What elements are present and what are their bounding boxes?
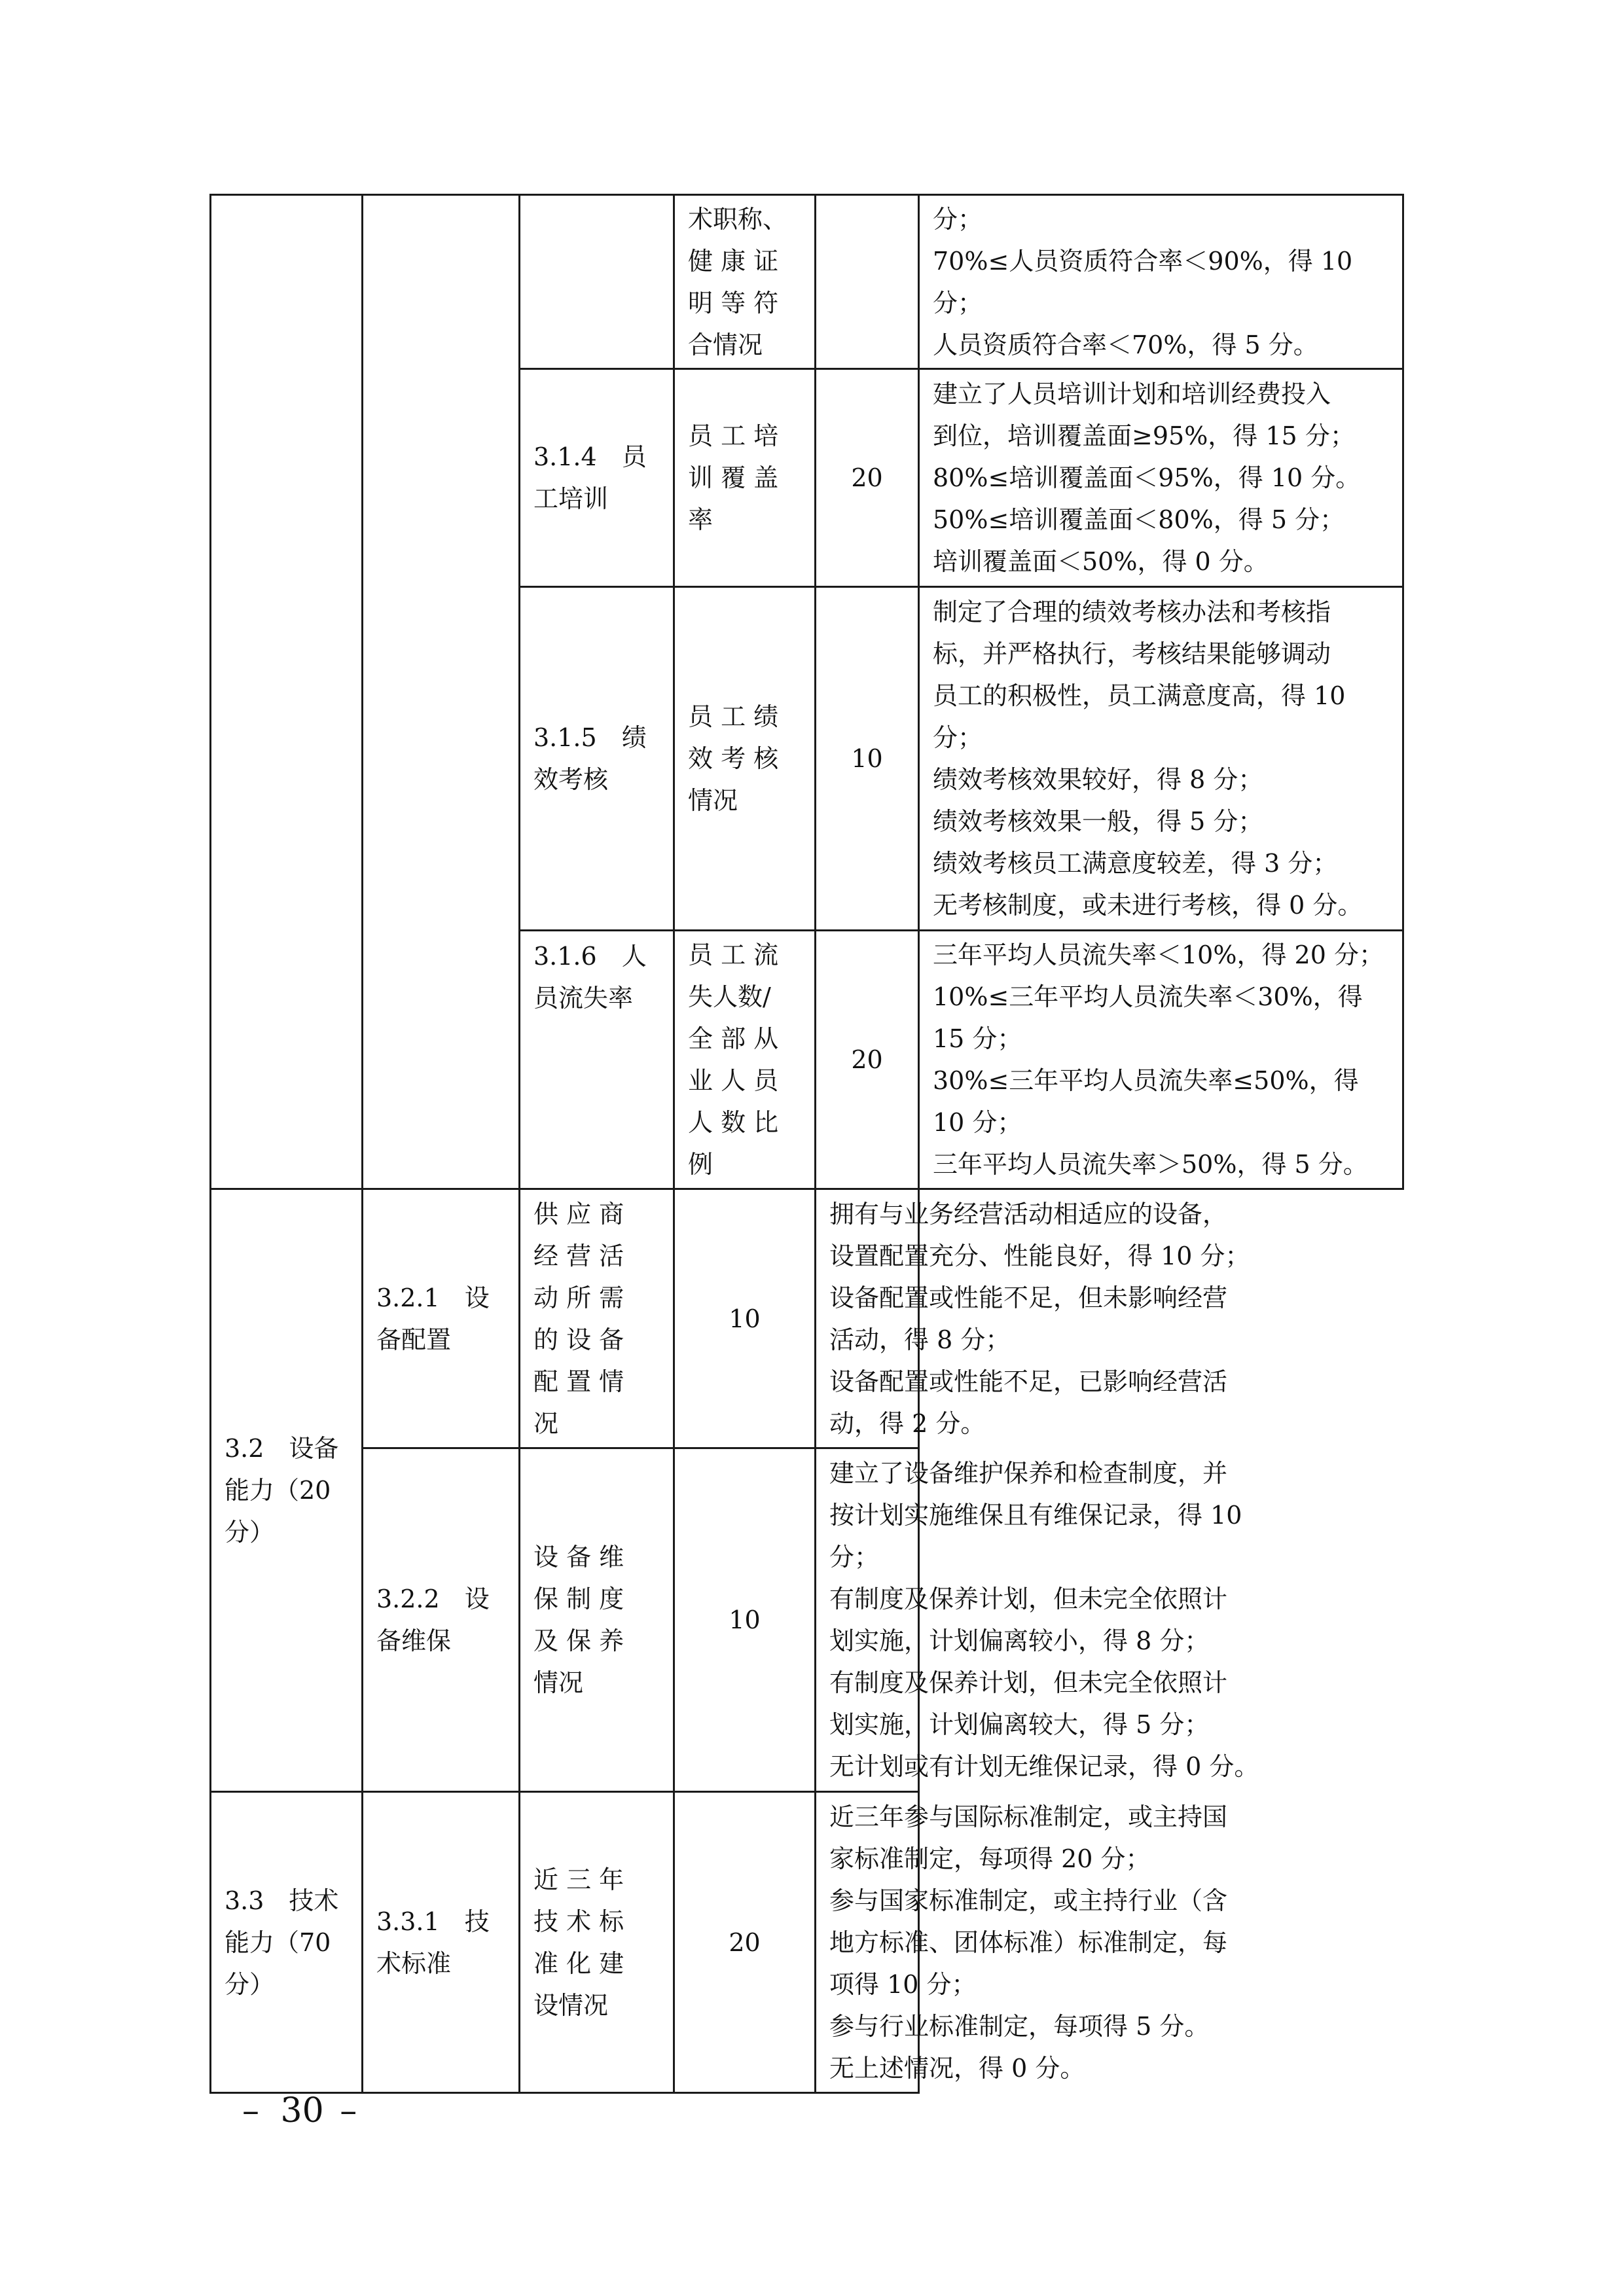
sub-item-cell <box>520 195 674 369</box>
indicator-line: 配 置 情 <box>533 1367 624 1396</box>
level1-category-cell <box>211 195 363 1189</box>
category-line: 能力（70 <box>225 1928 331 1957</box>
category-line: 3.2 设备 <box>225 1434 339 1463</box>
rule-line: 有制度及保养计划，但未完全依照计 <box>829 1585 1228 1613</box>
indicator-line: 情况 <box>688 786 738 815</box>
rule-line: 50%≤培训覆盖面＜80%，得 5 分； <box>933 505 1345 534</box>
rule-line: 员工的积极性，员工满意度高，得 10 <box>933 681 1346 710</box>
indicator-line: 设情况 <box>533 1990 609 2020</box>
rule-line: 设备配置或性能不足，但未影响经营 <box>829 1283 1228 1312</box>
rule-line: 无考核制度，或未进行考核，得 0 分。 <box>933 891 1363 920</box>
rules-cell <box>816 1189 1250 1448</box>
rule-line: 有制度及保养计划，但未完全依照计 <box>829 1668 1228 1697</box>
rule-line: 制定了合理的绩效考核办法和考核指 <box>933 598 1331 626</box>
indicator-line: 经 营 活 <box>533 1241 624 1270</box>
sub-item-line: 3.2.2 设 <box>376 1585 490 1613</box>
sub-item-line: 备配置 <box>376 1325 452 1354</box>
rule-line: 分； <box>933 288 983 317</box>
rule-line: 动，得 2 分。 <box>829 1408 986 1438</box>
rule-line: 15 分； <box>933 1024 1022 1053</box>
rule-line: 70%≤人员资质符合率＜90%，得 10 <box>933 246 1353 276</box>
rule-line: 80%≤培训覆盖面＜95%，得 10 分。 <box>933 463 1361 492</box>
rule-line: 分； <box>933 204 983 234</box>
indicator-line: 健 康 证 <box>688 246 779 276</box>
indicator-line: 合情况 <box>688 330 763 359</box>
sub-item-line: 3.1.4 员 <box>533 442 647 471</box>
rule-line: 家标准制定，每项得 20 分； <box>829 1844 1151 1873</box>
indicator-line: 况 <box>533 1408 559 1438</box>
score-cell: 20 <box>816 931 919 1189</box>
indicator-line: 技 术 标 <box>533 1907 624 1936</box>
indicator-line: 动 所 需 <box>533 1283 624 1312</box>
sub-item-cell <box>520 587 674 931</box>
page-number: – 30 – <box>242 2091 363 2130</box>
rule-line: 地方标准、团体标准）标准制定，每 <box>829 1928 1228 1957</box>
category-cell-3-2 <box>211 1189 363 1792</box>
indicator-line: 及 保 养 <box>533 1626 624 1655</box>
table-row <box>211 1448 1403 1792</box>
indicator-line: 的 设 备 <box>533 1325 624 1354</box>
indicator-cell <box>520 1448 674 1792</box>
rule-line: 人员资质符合率＜70%，得 5 分。 <box>933 330 1318 359</box>
score-cell: 10 <box>674 1448 816 1792</box>
indicator-line: 例 <box>688 1150 713 1179</box>
score-cell: 20 <box>816 369 919 587</box>
rule-line: 设备配置或性能不足，已影响经营活 <box>829 1367 1228 1396</box>
sub-item-line: 3.1.6 人 <box>533 942 647 971</box>
table-row <box>211 195 1403 369</box>
sub-item-line: 员流失率 <box>533 984 634 1013</box>
indicator-line: 人 数 比 <box>688 1108 779 1137</box>
rule-line: 建立了人员培训计划和培训经费投入 <box>933 380 1331 408</box>
indicator-line: 情况 <box>533 1668 584 1697</box>
sub-item-cell <box>520 369 674 587</box>
rule-line: 培训覆盖面＜50%，得 0 分。 <box>933 547 1269 576</box>
indicator-line: 失人数/ <box>688 982 771 1011</box>
rule-line: 划实施，计划偏离较小，得 8 分； <box>829 1626 1210 1655</box>
rule-line: 参与行业标准制定，每项得 5 分。 <box>829 2011 1210 2041</box>
rules-cell <box>919 587 1403 931</box>
score-cell <box>816 195 919 369</box>
sub-item-line: 3.2.1 设 <box>376 1283 490 1312</box>
category-line: 分） <box>225 1518 275 1547</box>
indicator-line: 设 备 维 <box>533 1543 624 1571</box>
rule-line: 划实施，计划偏离较大，得 5 分； <box>829 1710 1210 1739</box>
category-cell-3-3 <box>211 1792 363 2093</box>
sub-item-line: 术标准 <box>376 1948 452 1978</box>
page-number-value: 30 <box>280 2091 324 2130</box>
rules-cell <box>816 1792 1228 2093</box>
rule-line: 分； <box>933 723 983 752</box>
rules-cell <box>816 1448 1259 1792</box>
rule-line: 活动，得 8 分； <box>829 1325 1011 1354</box>
score-cell: 10 <box>674 1189 816 1448</box>
sub-item-line: 3.1.5 绩 <box>533 723 647 752</box>
rule-line: 30%≤三年平均人员流失率≤50%，得 <box>933 1066 1359 1095</box>
indicator-line: 业 人 员 <box>688 1066 779 1095</box>
rule-line: 项得 10 分； <box>829 1969 977 1999</box>
indicator-line: 员 工 流 <box>688 941 779 969</box>
indicator-line: 全 部 从 <box>688 1024 779 1053</box>
sub-item-line: 3.3.1 技 <box>376 1907 490 1936</box>
indicator-line: 训 覆 盖 <box>688 463 779 492</box>
sub-item-cell <box>363 1448 520 1792</box>
rule-line: 建立了设备维护保养和检查制度，并 <box>829 1459 1228 1488</box>
indicator-line: 近 三 年 <box>533 1865 624 1894</box>
rule-line: 无计划或有计划无维保记录，得 0 分。 <box>829 1752 1259 1781</box>
category-line: 能力（20 <box>225 1476 331 1505</box>
indicator-cell <box>674 195 816 369</box>
indicator-line: 保 制 度 <box>533 1585 624 1613</box>
rule-line: 10 分； <box>933 1108 1022 1137</box>
rule-line: 到位，培训覆盖面≥95%，得 15 分； <box>933 422 1355 450</box>
sub-item-line: 工培训 <box>533 484 609 513</box>
sub-item-cell <box>363 1792 520 2093</box>
score-cell: 10 <box>816 587 919 931</box>
indicator-line: 员 工 绩 <box>688 702 779 731</box>
rules-cell <box>919 931 1403 1189</box>
rule-line: 分； <box>829 1543 880 1571</box>
table-row <box>211 1792 1403 2093</box>
sub-item-line: 效考核 <box>533 765 609 794</box>
rule-line: 近三年参与国际标准制定，或主持国 <box>829 1802 1228 1831</box>
indicator-cell <box>520 1792 674 2093</box>
table-row <box>211 1189 1403 1448</box>
rule-line: 三年平均人员流失率＞50%，得 5 分。 <box>933 1150 1368 1179</box>
rule-line: 参与国家标准制定，或主持行业（含 <box>829 1886 1228 1915</box>
indicator-line: 率 <box>688 505 713 534</box>
indicator-line: 员 工 培 <box>688 422 779 450</box>
score-cell: 20 <box>674 1792 816 2093</box>
indicator-line: 供 应 商 <box>533 1199 624 1229</box>
rule-line: 绩效考核效果一般，得 5 分； <box>933 807 1263 836</box>
rule-line: 无上述情况，得 0 分。 <box>829 2053 1085 2083</box>
indicator-line: 明 等 符 <box>688 288 779 317</box>
sub-item-cell <box>520 931 674 1189</box>
category-line: 分） <box>225 1969 275 1999</box>
category-cell-3-1 <box>363 195 520 1189</box>
indicator-line: 准 化 建 <box>533 1948 624 1978</box>
sub-item-cell <box>363 1189 520 1448</box>
rule-line: 绩效考核员工满意度较差，得 3 分； <box>933 849 1338 878</box>
category-line: 3.3 技术 <box>225 1886 339 1915</box>
sub-item-line: 备维保 <box>376 1626 452 1655</box>
indicator-cell <box>674 587 816 931</box>
indicator-cell <box>674 931 816 1189</box>
rule-line: 按计划实施维保且有维保记录，得 10 <box>829 1501 1242 1530</box>
rule-line: 三年平均人员流失率＜10%，得 20 分； <box>933 941 1384 969</box>
rule-line: 绩效考核效果较好，得 8 分； <box>933 765 1263 794</box>
indicator-line: 术职称、 <box>688 204 788 234</box>
rule-line: 设置配置充分、性能良好，得 10 分； <box>829 1241 1250 1270</box>
indicator-cell <box>520 1189 674 1448</box>
evaluation-table <box>209 194 1404 2094</box>
rule-line: 拥有与业务经营活动相适应的设备， <box>829 1199 1228 1229</box>
indicator-cell <box>674 369 816 587</box>
rule-line: 标，并严格执行，考核结果能够调动 <box>933 639 1331 668</box>
rules-cell <box>919 195 1403 369</box>
indicator-line: 效 考 核 <box>688 744 779 773</box>
rule-line: 10%≤三年平均人员流失率＜30%，得 <box>933 982 1363 1011</box>
rules-cell <box>919 369 1403 587</box>
